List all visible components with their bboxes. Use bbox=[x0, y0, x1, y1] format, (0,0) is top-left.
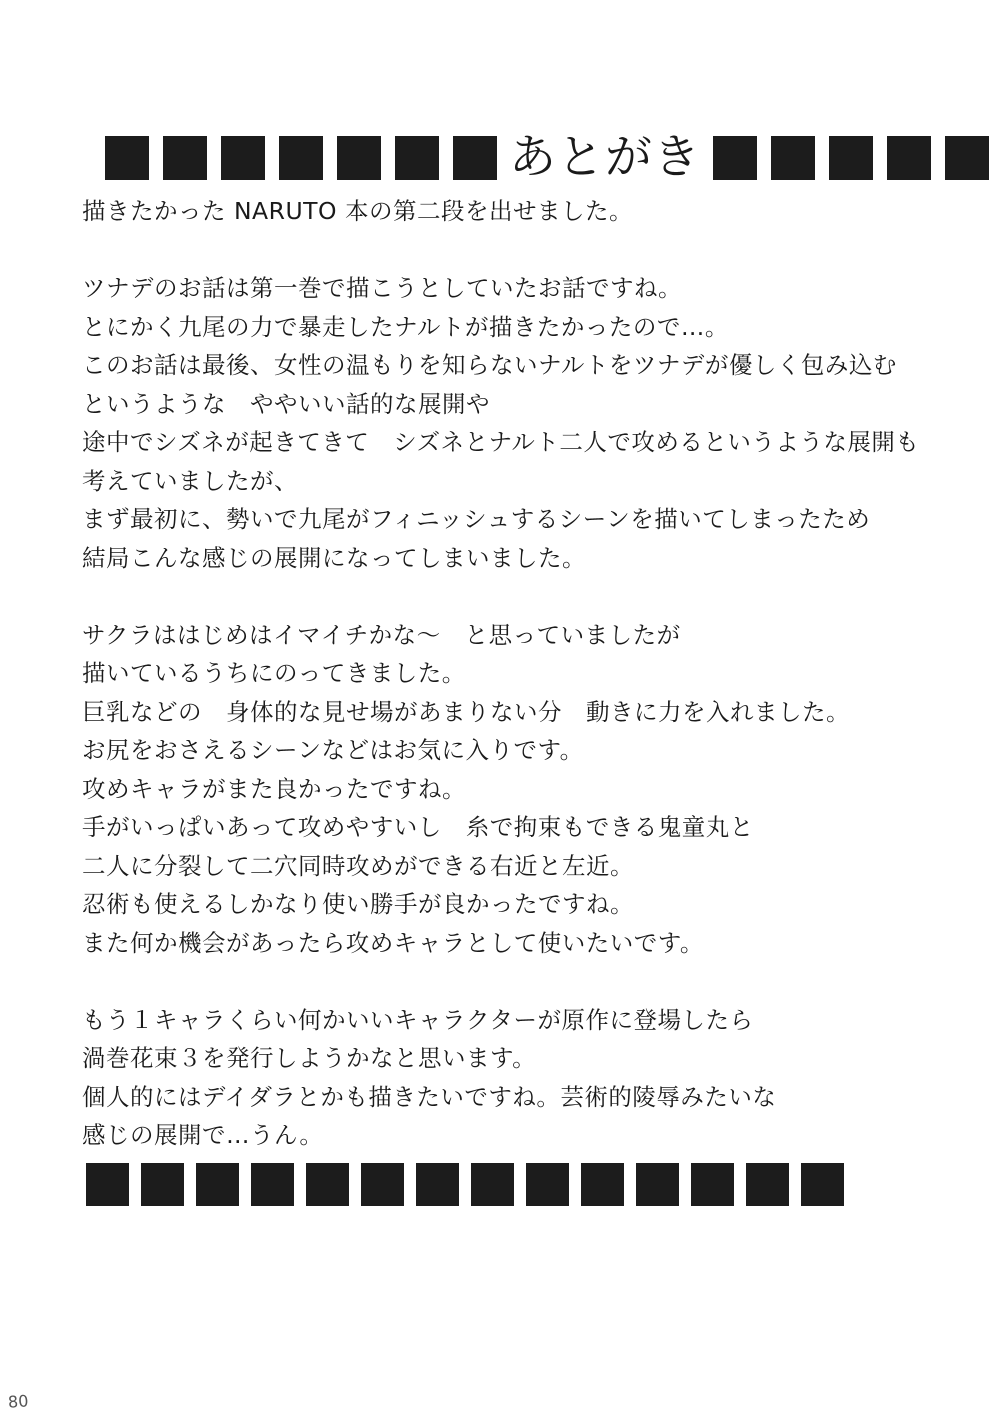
square-bullet bbox=[945, 136, 989, 180]
text-line: 描いているうちにのってきました。 bbox=[82, 659, 466, 687]
square-bullet bbox=[141, 1163, 184, 1206]
page-title: あとがき bbox=[509, 130, 701, 185]
text-line: まず最初に、勢いで九尾がフィニッシュするシーンを描いてしまったため bbox=[82, 505, 871, 533]
blank-line bbox=[82, 231, 962, 270]
square-bullet bbox=[337, 136, 381, 180]
square-bullet bbox=[453, 136, 497, 180]
square-bullet bbox=[163, 136, 207, 180]
square-bullet bbox=[746, 1163, 789, 1206]
afterword-header bbox=[105, 128, 865, 188]
text-line: 途中でシズネが起きてきて シズネとナルト二人で攻めるというような展開も bbox=[82, 428, 920, 456]
square-bullet bbox=[196, 1163, 239, 1206]
text-line: また何か機会があったら攻めキャラとして使いたいです。 bbox=[82, 928, 704, 957]
text-line: 忍術も使えるしかなり使い勝手が良かったですね。 bbox=[82, 890, 634, 918]
footer-divider bbox=[86, 1162, 886, 1206]
square-bullet bbox=[471, 1163, 514, 1206]
text-line: ツナデのお話は第一巻で描こうとしていたお話ですね。 bbox=[82, 274, 682, 302]
square-bullet bbox=[221, 136, 265, 180]
square-bullet bbox=[306, 1163, 349, 1206]
square-bullet bbox=[801, 1163, 844, 1206]
afterword-body bbox=[82, 192, 962, 1155]
page-number: 80 bbox=[7, 1391, 29, 1412]
text-line: 結局こんな感じの展開になってしまいました。 bbox=[82, 543, 586, 572]
square-bullet bbox=[279, 136, 323, 180]
square-bullet bbox=[636, 1163, 679, 1206]
square-bullet bbox=[395, 136, 439, 180]
square-bullet bbox=[887, 136, 931, 180]
square-bullet bbox=[581, 1163, 624, 1206]
square-bullet bbox=[713, 136, 757, 180]
text-line: 攻めキャラがまた良かったですね。 bbox=[82, 774, 466, 803]
text-line: 渦巻花束３を発行しようかなと思います。 bbox=[82, 1044, 537, 1072]
square-bullet bbox=[86, 1163, 129, 1206]
text-line: 手がいっぱいあって攻めやすいし 糸で拘束もできる鬼童丸と bbox=[82, 813, 754, 841]
square-bullet bbox=[416, 1163, 459, 1206]
title-right-squares bbox=[713, 136, 1000, 180]
text-line: 巨乳などの 身体的な見せ場があまりない分 動きに力を入れました。 bbox=[82, 697, 850, 726]
square-bullet bbox=[105, 136, 149, 180]
text-line: サクラははじめはイマイチかな～ と思っていましたが bbox=[82, 620, 681, 649]
blank-line bbox=[82, 577, 962, 616]
square-bullet bbox=[691, 1163, 734, 1206]
text-line: 二人に分裂して二穴同時攻めができる右近と左近。 bbox=[82, 851, 634, 880]
square-bullet bbox=[771, 136, 815, 180]
text-line: というような ややいい話的な展開や bbox=[82, 389, 490, 418]
square-bullet bbox=[361, 1163, 404, 1206]
text-line: とにかく九尾の力で暴走したナルトが描きたかったので…。 bbox=[82, 312, 729, 341]
text-line: お尻をおさえるシーンなどはお気に入りです。 bbox=[82, 736, 584, 764]
text-line: このお話は最後、女性の温もりを知らないナルトをツナデが優しく包み込む bbox=[82, 351, 897, 379]
square-bullet bbox=[526, 1163, 569, 1206]
text-line: 描きたかった NARUTO 本の第二段を出せました。 bbox=[82, 197, 633, 225]
text-line: もう１キャラくらい何かいいキャラクターが原作に登場したら bbox=[82, 1005, 754, 1034]
square-bullet bbox=[251, 1163, 294, 1206]
text-line: 感じの展開で…うん。 bbox=[82, 1121, 324, 1149]
blank-line bbox=[82, 962, 962, 1001]
text-line: 個人的にはデイダラとかも描きたいですね。芸術的陵辱みたいな bbox=[82, 1082, 777, 1111]
square-bullet bbox=[829, 136, 873, 180]
text-line: 考えていましたが、 bbox=[82, 466, 298, 495]
